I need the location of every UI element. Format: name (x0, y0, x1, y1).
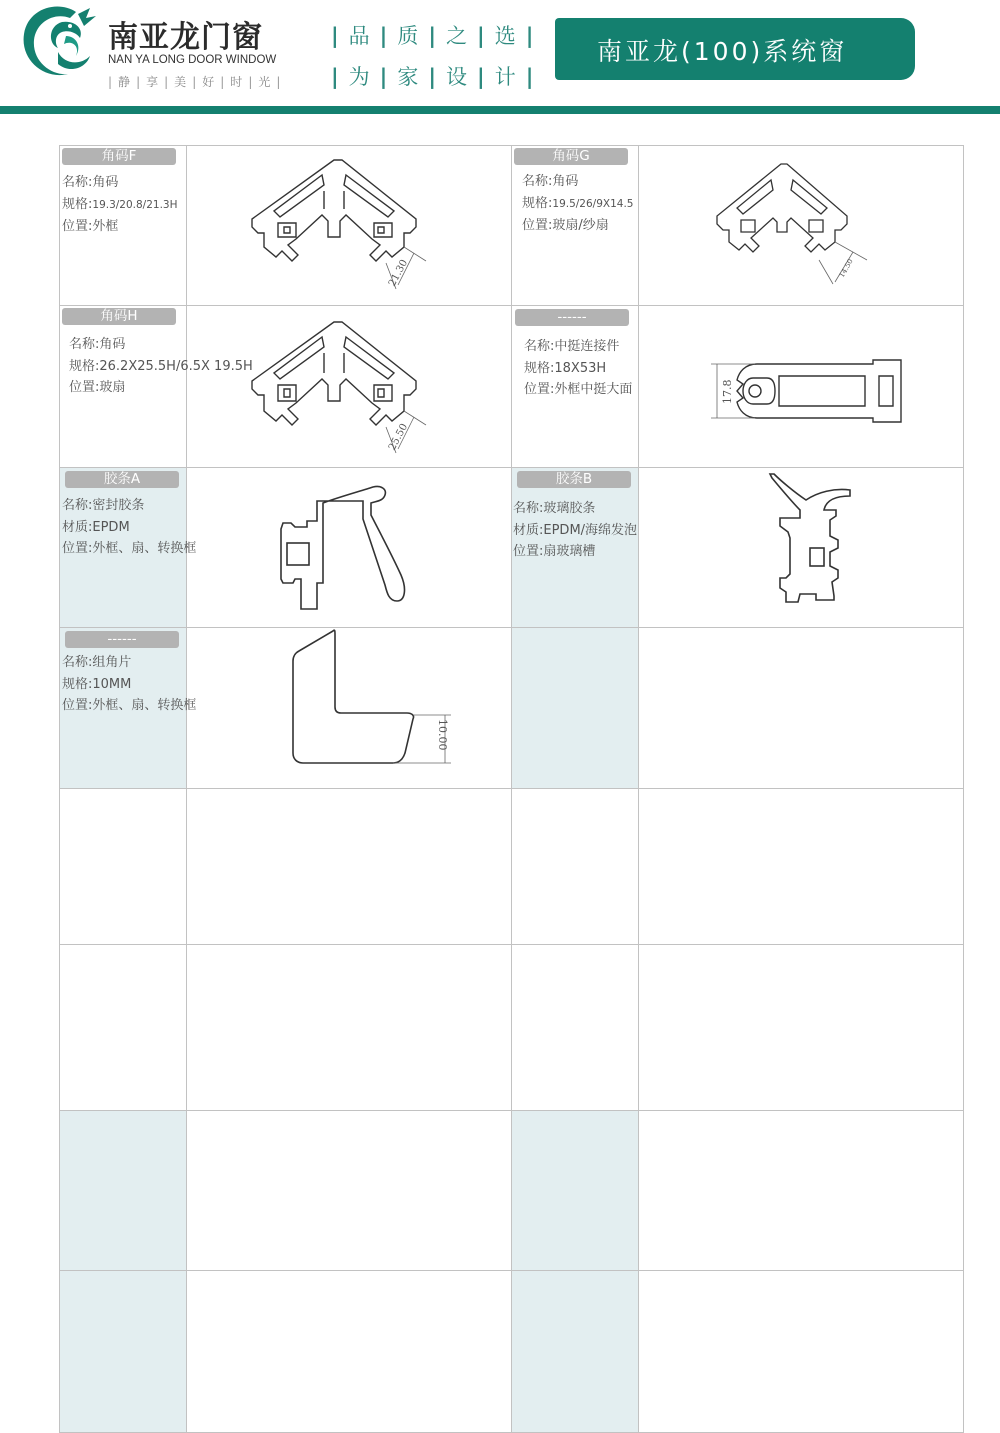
brand-title: 南亚龙门窗 (108, 20, 263, 55)
brand-values: | 静 | 享 | 美 | 好 | 时 | 光 | (108, 75, 281, 89)
glass-strip-b-drawing (764, 470, 864, 606)
part-tab: 角码H (62, 308, 176, 325)
grid-line (59, 627, 964, 628)
connector-drawing (709, 358, 909, 430)
grid-line (59, 145, 60, 1433)
series-banner (555, 18, 915, 80)
shaded-cell (60, 1110, 186, 1270)
grid-line (511, 145, 512, 1433)
part-info: 名称:组角片 规格:10MM 位置:外框、扇、转换框 (62, 655, 197, 713)
shaded-cell (60, 1270, 186, 1433)
part-info: 名称:密封胶条 材质:EPDM 位置:外框、扇、转换框 (62, 498, 197, 556)
shaded-cell (512, 627, 638, 788)
grid-line (59, 1270, 964, 1271)
dimension-label: 14.50 (837, 257, 855, 279)
part-tab: ------ (515, 309, 629, 326)
grid-line (59, 788, 964, 789)
part-tab: ------ (65, 631, 179, 648)
slogan-line-1: | 品 | 质 | 之 | 选 | (331, 24, 535, 48)
grid-line (59, 305, 964, 306)
dimension-label: 10.00 (436, 719, 449, 751)
header-divider (0, 106, 1000, 114)
part-info: 名称:角码 规格:19.5/26/9X14.5 位置:玻扇/纱扇 (522, 174, 634, 233)
part-tab: 角码F (62, 148, 176, 165)
grid-line (59, 1110, 964, 1111)
part-info: 名称:中挺连接件 规格:18X53H 位置:外框中挺大面 (524, 339, 633, 397)
shaded-cell (512, 1270, 638, 1433)
parts-table (59, 145, 964, 1433)
corner-key-drawing (244, 319, 434, 461)
seal-strip-a-drawing (277, 483, 417, 615)
dimension-label: 17.8 (721, 379, 734, 404)
part-tab: 胶条B (517, 471, 631, 488)
grid-line (59, 145, 964, 146)
shaded-cell (512, 1110, 638, 1270)
part-info: 名称:角码 规格:19.3/20.8/21.3H 位置:外框 (62, 175, 178, 234)
page-header (0, 0, 1000, 115)
part-info: 名称:角码 规格:26.2X25.5H/6.5X 19.5H 位置:玻扇 (69, 337, 253, 395)
banner-title: 南亚龙(100)系统窗 (597, 37, 848, 66)
corner-key-drawing (244, 157, 434, 297)
grid-line (59, 944, 964, 945)
grid-line (638, 145, 639, 1433)
dragon-logo-icon (18, 2, 100, 82)
brand-subtitle: NAN YA LONG DOOR WINDOW (108, 54, 277, 66)
corner-piece-drawing (289, 627, 469, 787)
dimension-label: 25.50 (386, 421, 411, 453)
corner-key-drawing (715, 160, 885, 295)
dimension-label: 21.30 (386, 257, 411, 289)
part-tab: 角码G (514, 148, 628, 165)
grid-line (59, 467, 964, 468)
part-info: 名称:玻璃胶条 材质:EPDM/海绵发泡 位置:扇玻璃槽 (513, 501, 638, 559)
grid-line (963, 145, 964, 1433)
slogan-line-2: | 为 | 家 | 设 | 计 | (331, 65, 535, 89)
part-tab: 胶条A (65, 471, 179, 488)
